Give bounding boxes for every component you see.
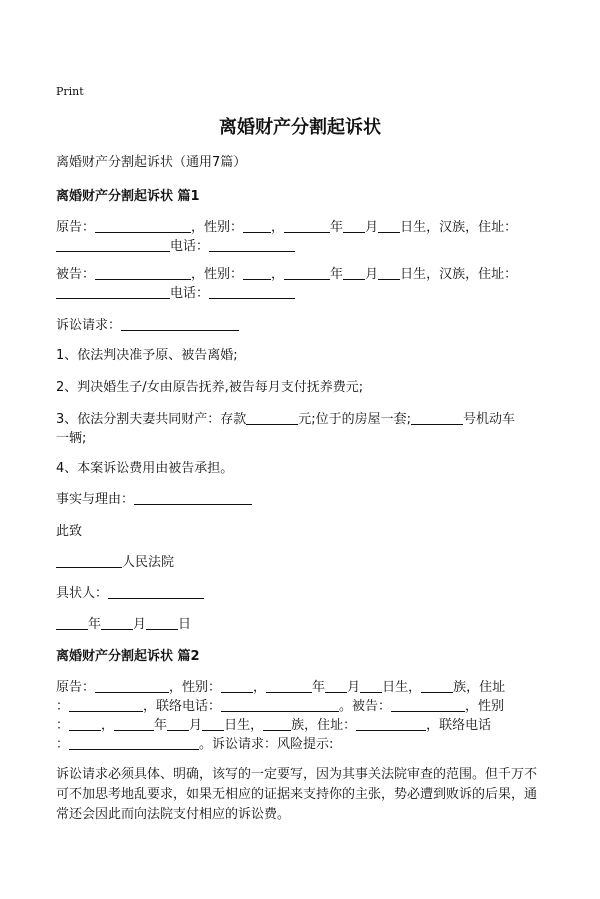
blank-field — [356, 716, 426, 731]
blank-field — [209, 237, 295, 252]
blank-field — [56, 615, 88, 630]
document-title: 离婚财产分割起诉状 — [219, 117, 381, 138]
blank-field — [421, 678, 453, 693]
blank-field — [95, 265, 191, 280]
blank-field — [246, 410, 298, 425]
s2-risk-paragraph: 诉讼请求必须具体、明确，该写的一定要写，因为其事关法院审查的范围。但千万不可不加思考地乱要求，如果无相应的证据来支持你的主张，势必遭到败诉的后果，通常还会因此而向法院支付相应的诉讼费。 — [56, 767, 538, 822]
blank-field — [209, 284, 295, 299]
s1-claim-2: 2、判决婚生子/女由原告抚养,被告每月支付抚养费元; — [56, 380, 364, 395]
s1-date: 年 月 日 — [56, 615, 544, 634]
s2-line1: 原告： ，性别： ， 年 月 日生， 族，住址 — [56, 680, 506, 695]
document-subtitle: 离婚财产分割起诉状（通用7篇） — [56, 155, 247, 170]
s1-claim-3-cont: 一辆; — [56, 431, 87, 446]
blank-field — [343, 265, 365, 280]
blank-field — [243, 265, 271, 280]
s1-facts: 事实与理由： — [56, 490, 544, 509]
blank-field — [263, 716, 291, 731]
s2-line4: ： 。诉讼请求：风险提示: — [56, 737, 334, 752]
blank-field — [221, 697, 339, 712]
blank-field — [146, 615, 178, 630]
s2-line3: ： ， 年 月 日生， 族，住址： ，联络电话 — [56, 718, 492, 733]
blank-field — [202, 716, 224, 731]
blank-field — [56, 553, 122, 568]
blank-field — [114, 716, 154, 731]
s1-plaintiff-line2: 电话： — [56, 237, 544, 256]
s1-closing: 此致 — [56, 524, 83, 539]
s2-line2: ： ，联络电话： 。被告： ，性别 — [56, 699, 505, 714]
section1-heading: 离婚财产分割起诉状 篇1 — [56, 189, 200, 204]
s1-defendant-line2: 电话： — [56, 284, 544, 303]
blank-field — [95, 678, 169, 693]
blank-field — [56, 237, 170, 252]
blank-field — [69, 697, 143, 712]
blank-field — [378, 265, 400, 280]
blank-field — [69, 716, 101, 731]
blank-field — [121, 316, 239, 331]
blank-field — [284, 265, 330, 280]
s1-court: 人民法院 — [56, 553, 544, 572]
s1-claims-label: 诉讼请求： — [56, 316, 544, 335]
s1-claim-1: 1、依法判决准予原、被告离婚; — [56, 348, 238, 363]
blank-field — [325, 678, 347, 693]
s1-signer: 具状人： — [56, 584, 544, 603]
blank-field — [56, 284, 170, 299]
blank-field — [134, 490, 252, 505]
blank-field — [243, 218, 271, 233]
print-link[interactable]: Print — [56, 85, 84, 98]
blank-field — [108, 584, 204, 599]
blank-field — [411, 410, 463, 425]
s1-claim-3: 3、依法分割夫妻共同财产：存款 元;位于的房屋一套; 号机动车 — [56, 412, 516, 427]
section2-heading: 离婚财产分割起诉状 篇2 — [56, 649, 200, 664]
blank-field — [69, 735, 199, 750]
blank-field — [167, 716, 189, 731]
s1-claim-4: 4、本案诉讼费用由被告承担。 — [56, 461, 234, 476]
blank-field — [95, 218, 191, 233]
blank-field — [391, 697, 465, 712]
blank-field — [101, 615, 133, 630]
blank-field — [284, 218, 330, 233]
blank-field — [266, 678, 312, 693]
s1-plaintiff-line1: 原告： ，性别： ， 年 月 日生，汉族，住址： — [56, 220, 518, 235]
blank-field — [360, 678, 382, 693]
blank-field — [378, 218, 400, 233]
blank-field — [343, 218, 365, 233]
s1-defendant-line1: 被告： ，性别： ， 年 月 日生，汉族，住址： — [56, 267, 518, 282]
blank-field — [221, 678, 253, 693]
